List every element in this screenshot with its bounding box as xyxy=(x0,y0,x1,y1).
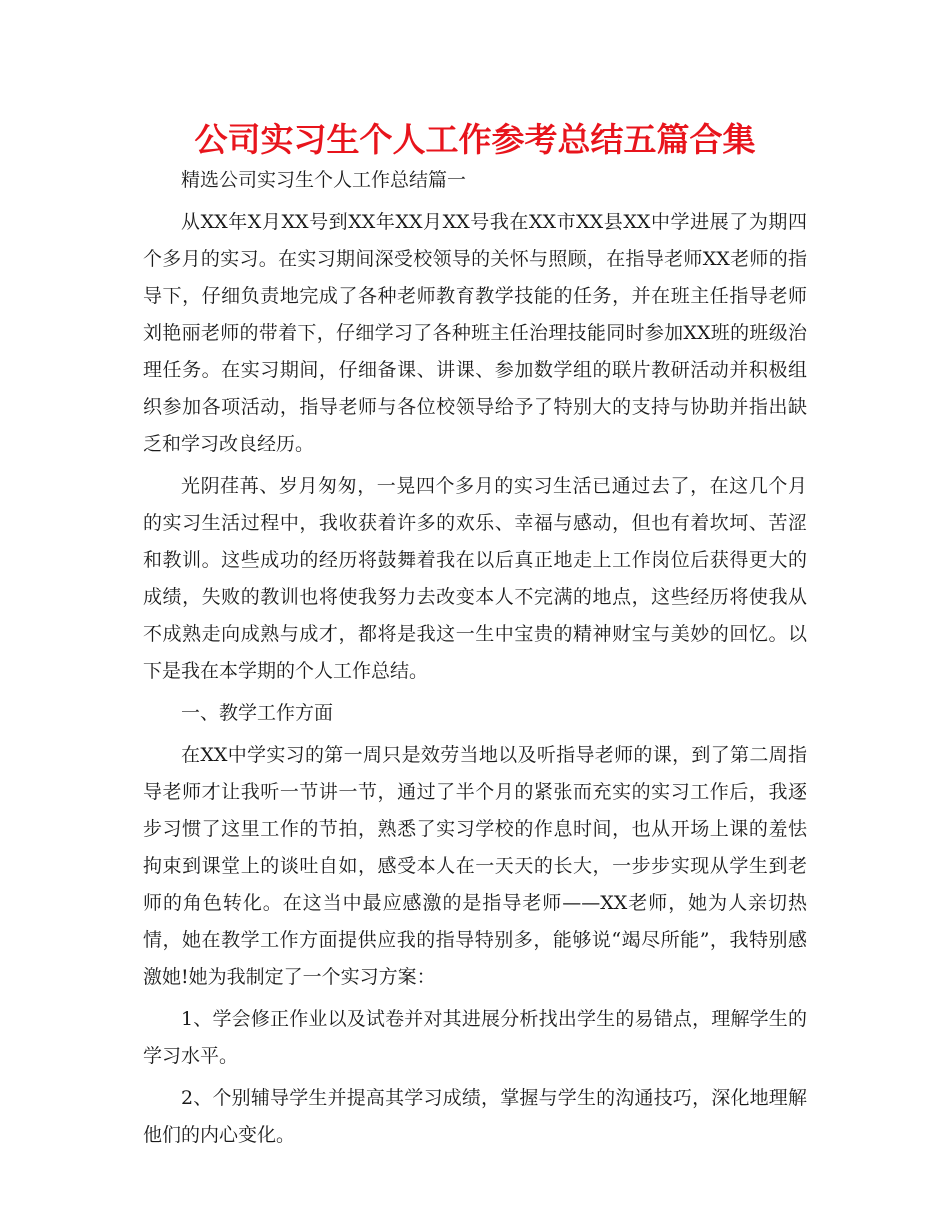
paragraph: 在XX中学实习的第一周只是效劳当地以及听指导老师的课，到了第二周指导老师才让我听一节讲一节，通过了半个月的紧张而充实的实习工作后，我逐步习惯了这里工作的节拍，熟悉了实习学校的作息时间，也从开场上课的羞怯拘束到课堂上的谈吐自如，感受本人在一天天的长大，一步步实现从学生到老师的角色转化。在这当中最应感激的是指导老师——XX老师，她为人亲切热情，她在教学工作方面提供应我的指导特别多，能够说“竭尽所能”，我特别感激她!她为我制定了一个实习方案： xyxy=(143,744,807,988)
document-body xyxy=(143,162,807,1159)
section-heading: 一、教学工作方面 xyxy=(181,702,334,724)
paragraph: 从XX年X月XX号到XX年XX月XX号我在XX市XX县XX中学进展了为期四个多月的实习。在实习期间深受校领导的关怀与照顾，在指导老师XX老师的指导下，仔细负责地完成了各种老师教育教学技能的任务，并在班主任指导老师刘艳丽老师的带着下，仔细学习了各种班主任治理技能同时参加XX班的班级治理任务。在实习期间，仔细备课、讲课、参加数学组的联片教研活动并积极组织参加各项活动，指导老师与各位校领导给予了特别大的支持与协助并指出缺乏和学习改良经历。 xyxy=(143,211,807,455)
list-item: 1、学会修正作业以及试卷并对其进展分析找出学生的易错点，理解学生的学习水平。 xyxy=(143,1008,807,1067)
section-heading: 精选公司实习生个人工作总结篇一 xyxy=(181,169,467,191)
document-title: 公司实习生个人工作参考总结五篇合集 xyxy=(194,120,756,159)
list-item: 2、个别辅导学生并提高其学习成绩，掌握与学生的沟通技巧，深化地理解他们的内心变化。 xyxy=(143,1087,807,1146)
paragraph: 光阴荏苒、岁月匆匆，一晃四个多月的实习生活已通过去了，在这几个月的实习生活过程中，我收获着许多的欢乐、幸福与感动，但也有着坎坷、苦涩和教训。这些成功的经历将鼓舞着我在以后真正地走上工作岗位后获得更大的成绩，失败的教训也将使我努力去改变本人不完满的地点，这些经历将使我从不成熟走向成熟与成才，都将是我这一生中宝贵的精神财宝与美妙的回忆。以下是我在本学期的个人工作总结。 xyxy=(143,475,807,682)
